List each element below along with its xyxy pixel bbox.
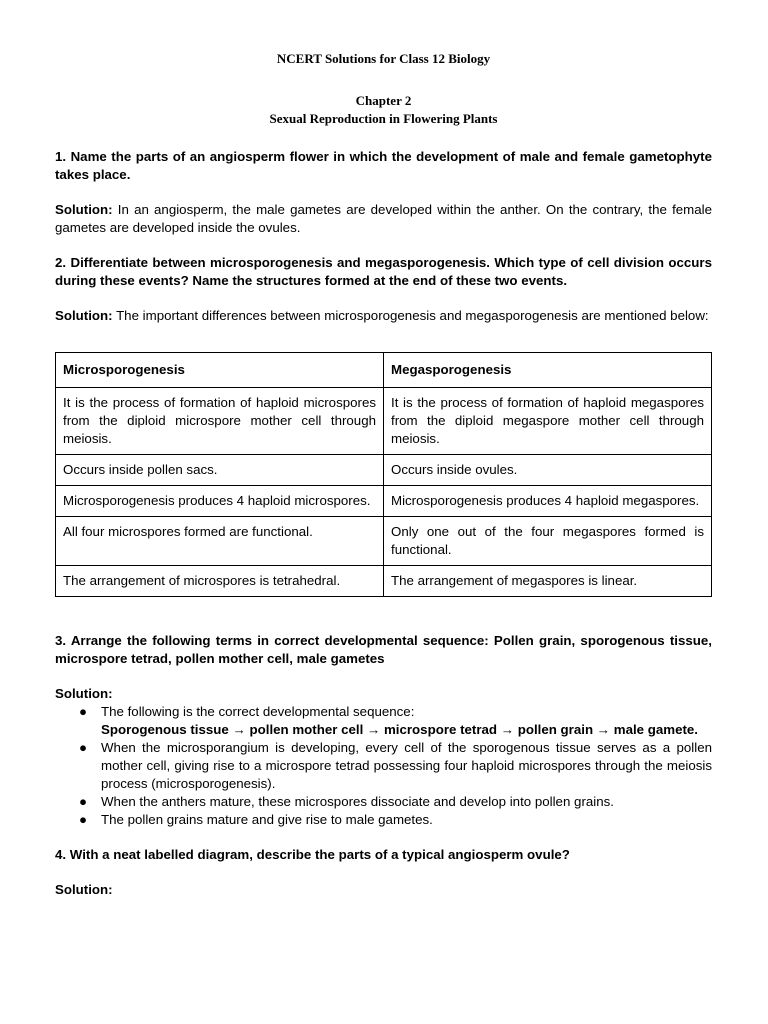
question-1-solution [55, 201, 712, 237]
table-cell: Occurs inside ovules. [384, 455, 712, 486]
bullet-icon: ● [79, 794, 88, 809]
table-header-cell: Megasporogenesis [384, 353, 712, 388]
table-cell: It is the process of formation of haploid microspores from the diploid microspore mother cell through meiosis. [56, 388, 384, 455]
question-2-text: 2. Differentiate between microsporogenesis and megasporogenesis. Which type of cell division occurs during these events? Name the structures formed at the end of these two events. [55, 255, 712, 288]
developmental-sequence: Sporogenous tissue → pollen mother cell → microspore tetrad → pollen grain → male gamete. [101, 722, 699, 737]
list-item-text: When the microsporangium is developing, every cell of the sporogenous tissue serves as a pollen mother cell, giving rise to a microspore tetrad possessing four haploid microspores through the meiosis process (microsporogenesis). [101, 740, 712, 791]
solution-text: In an angiosperm, the male gametes are developed within the anther. On the contrary, the female gametes are developed inside the ovules. [55, 202, 712, 235]
list-item-text: The pollen grains mature and give rise to male gametes. [101, 812, 433, 827]
table-row [56, 566, 712, 597]
table-header-row [56, 353, 712, 388]
table-cell: The arrangement of microspores is tetrahedral. [56, 566, 384, 597]
table-row [56, 517, 712, 566]
question-2-solution [55, 307, 712, 325]
solution-label: Solution: [55, 308, 113, 323]
bullet-icon: ● [79, 812, 88, 827]
table-cell: It is the process of formation of haploid megaspores from the diploid megaspore mother cell through meiosis. [384, 388, 712, 455]
solution-label: Solution: [55, 882, 113, 897]
bullet-icon: ● [79, 704, 88, 719]
table-cell: Microsporogenesis produces 4 haploid microspores. [56, 486, 384, 517]
list-item [79, 793, 712, 811]
table-row [56, 455, 712, 486]
table-row [56, 486, 712, 517]
document-header [55, 50, 712, 128]
chapter-name: Sexual Reproduction in Flowering Plants [269, 111, 498, 126]
solution-label: Solution: [55, 202, 113, 217]
question-3 [55, 632, 712, 829]
chapter-number: Chapter 2 [355, 93, 412, 108]
table-row [56, 388, 712, 455]
list-item [79, 811, 712, 829]
solution-label: Solution: [55, 686, 113, 701]
list-item-text: When the anthers mature, these microspores dissociate and develop into pollen grains. [101, 794, 614, 809]
list-item [79, 703, 712, 739]
question-4-text: 4. With a neat labelled diagram, describe the parts of a typical angiosperm ovule? [55, 847, 570, 862]
table-cell: Only one out of the four megaspores formed is functional. [384, 517, 712, 566]
table-cell: The arrangement of megaspores is linear. [384, 566, 712, 597]
question-2 [55, 254, 712, 597]
solution-text: The important differences between microsporogenesis and megasporogenesis are mentioned below: [112, 308, 709, 323]
table-cell: All four microspores formed are functional. [56, 517, 384, 566]
table-cell: Microsporogenesis produces 4 haploid megaspores. [384, 486, 712, 517]
question-4 [55, 846, 712, 899]
solution-bullet-list [55, 703, 712, 829]
document-page [55, 50, 712, 899]
list-item-text: The following is the correct developmental sequence: [101, 704, 415, 719]
table-cell: Occurs inside pollen sacs. [56, 455, 384, 486]
comparison-table [55, 352, 712, 597]
document-title: NCERT Solutions for Class 12 Biology [276, 51, 491, 66]
bullet-icon: ● [79, 740, 88, 755]
question-1-text: 1. Name the parts of an angiosperm flower in which the development of male and female gametophyte takes place. [55, 149, 712, 182]
list-item [79, 739, 712, 793]
table-header-cell: Microsporogenesis [56, 353, 384, 388]
question-3-text: 3. Arrange the following terms in correct developmental sequence: Pollen grain, sporogenous tissue, microspore tetrad, pollen mother cell, male gametes [55, 633, 712, 666]
question-1 [55, 148, 712, 237]
